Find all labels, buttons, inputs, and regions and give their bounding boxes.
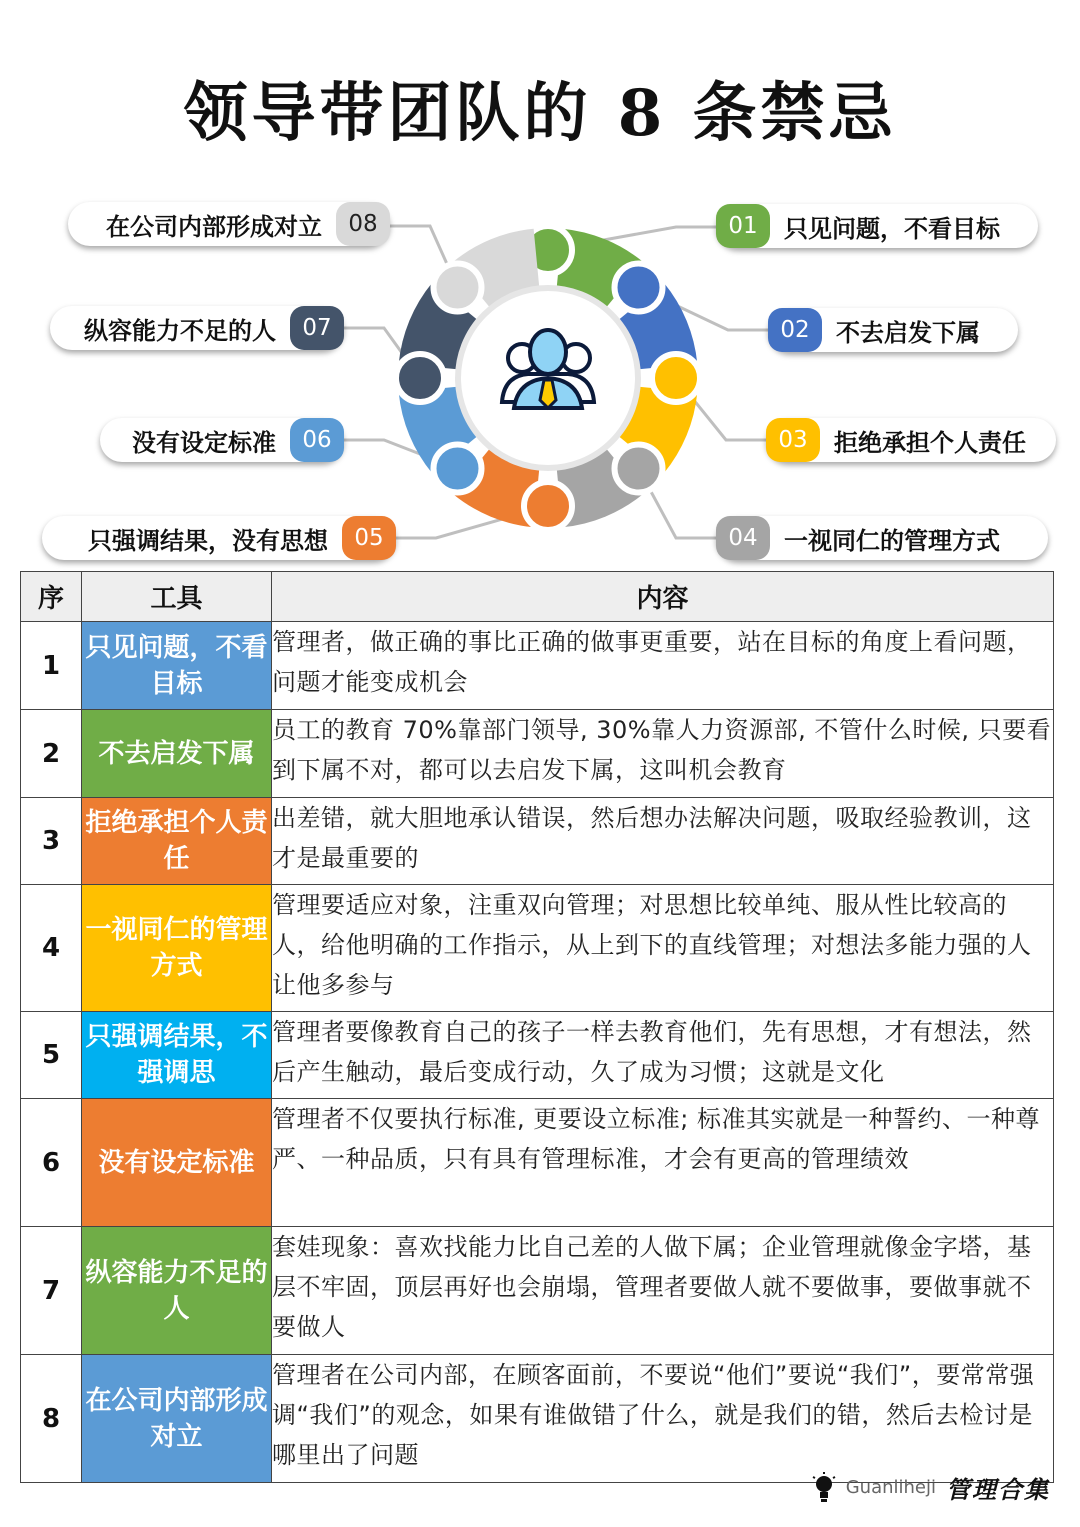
row-seq: 8	[21, 1355, 82, 1483]
table-row	[21, 710, 1054, 798]
table-row	[21, 1355, 1054, 1483]
wheel-label-02	[768, 308, 1018, 352]
row-content: 管理要适应对象，注重双向管理；对思想比较单纯、服从性比较高的人，给他明确的工作指示，从上到下的直线管理；对想法多能力强的人让他多参与	[272, 885, 1054, 1012]
row-seq: 5	[21, 1012, 82, 1099]
table-row	[21, 1012, 1054, 1099]
row-tool: 纵容能力不足的人	[82, 1227, 272, 1355]
brand-chinese: 管理合集	[946, 1476, 1050, 1504]
row-tool: 拒绝承担个人责任	[82, 798, 272, 885]
table-header-row	[21, 572, 1054, 622]
wheel-text-08: 在公司内部形成对立	[106, 212, 322, 241]
wheel-text-04: 一视同仁的管理方式	[784, 526, 1000, 555]
wheel-number-01: 01	[716, 204, 770, 248]
row-content: 出差错，就大胆地承认错误，然后想办法解决问题，吸取经验教训，这才是最重要的	[272, 798, 1054, 885]
wheel-label-06	[100, 418, 344, 462]
wheel-number-08: 08	[336, 202, 390, 246]
row-content: 员工的教育 70%靠部门领导, 30%靠人力资源部, 不管什么时候, 只要看到下属不对，都可以去启发下属，这叫机会教育	[272, 710, 1054, 798]
header-seq: 序	[21, 572, 82, 622]
lightbulb-icon	[812, 1472, 836, 1504]
row-tool: 没有设定标准	[82, 1099, 272, 1227]
row-content: 管理者要像教育自己的孩子一样去教育他们，先有思想，才有想法，然后产生触动，最后变成行动，久了成为习惯；这就是文化	[272, 1012, 1054, 1099]
wheel-text-06: 没有设定标准	[132, 428, 276, 457]
wheel-knob-02	[615, 263, 663, 311]
row-seq: 4	[21, 885, 82, 1012]
wheel-knob-07	[396, 354, 444, 402]
wheel-knob-05	[524, 482, 572, 530]
row-seq: 3	[21, 798, 82, 885]
wheel-text-01: 只见问题，不看目标	[784, 214, 1000, 243]
wheel-label-07	[50, 306, 344, 350]
wheel-knob-04	[615, 445, 663, 493]
row-seq: 7	[21, 1227, 82, 1355]
row-seq: 6	[21, 1099, 82, 1227]
wheel-number-06: 06	[290, 418, 344, 462]
brand-english: Guanliheji	[845, 1477, 936, 1498]
wheel-label-08	[68, 202, 390, 246]
footer-brand	[812, 1470, 1050, 1505]
row-tool: 只见问题，不看目标	[82, 622, 272, 710]
table-row	[21, 1099, 1054, 1227]
row-tool: 只强调结果，不强调思	[82, 1012, 272, 1099]
wheel-number-03: 03	[766, 418, 820, 462]
table-row	[21, 622, 1054, 710]
row-content: 管理者在公司内部，在顾客面前，不要说“他们”要说“我们”，要常常强调“我们”的观念，如果有谁做错了什么，就是我们的错，然后去检讨是哪里出了问题	[272, 1355, 1054, 1483]
wheel-knob-08	[433, 263, 481, 311]
table-row	[21, 1227, 1054, 1355]
wheel-label-05	[42, 516, 396, 560]
table-row	[21, 798, 1054, 885]
wheel-label-03	[766, 418, 1056, 462]
wheel-knob-03	[652, 354, 700, 402]
wheel-number-02: 02	[768, 308, 822, 352]
wheel-label-01	[716, 204, 1038, 248]
wheel-knob-06	[433, 445, 481, 493]
wheel-text-03: 拒绝承担个人责任	[834, 428, 1026, 457]
row-content: 管理者不仅要执行标准, 更要设立标准; 标准其实就是一种誓约、一种尊严、一种品质，只有具有管理标准，才会有更高的管理绩效	[272, 1099, 1054, 1227]
row-tool: 不去启发下属	[82, 710, 272, 798]
row-content: 管理者，做正确的事比正确的做事更重要，站在目标的角度上看问题，问题才能变成机会	[272, 622, 1054, 710]
wheel-text-02: 不去启发下属	[836, 318, 980, 347]
header-tool: 工具	[82, 572, 272, 622]
row-tool: 一视同仁的管理方式	[82, 885, 272, 1012]
wheel-number-07: 07	[290, 306, 344, 350]
row-content: 套娃现象：喜欢找能力比自己差的人做下属；企业管理就像金字塔，基层不牢固，顶层再好也会崩塌，管理者要做人就不要做事，要做事就不要做人	[272, 1227, 1054, 1355]
page-title: 领导带团队的 8 条禁忌	[183, 76, 897, 151]
wheel-label-04	[716, 516, 1048, 560]
header-content: 内容	[272, 572, 1054, 622]
wheel-number-04: 04	[716, 516, 770, 560]
wheel-text-07: 纵容能力不足的人	[84, 316, 276, 345]
table-row	[21, 885, 1054, 1012]
wheel-text-05: 只强调结果，没有思想	[88, 526, 328, 555]
row-seq: 2	[21, 710, 82, 798]
wheel-number-05: 05	[342, 516, 396, 560]
taboo-table	[20, 571, 1054, 1483]
row-seq: 1	[21, 622, 82, 710]
row-tool: 在公司内部形成对立	[82, 1355, 272, 1483]
